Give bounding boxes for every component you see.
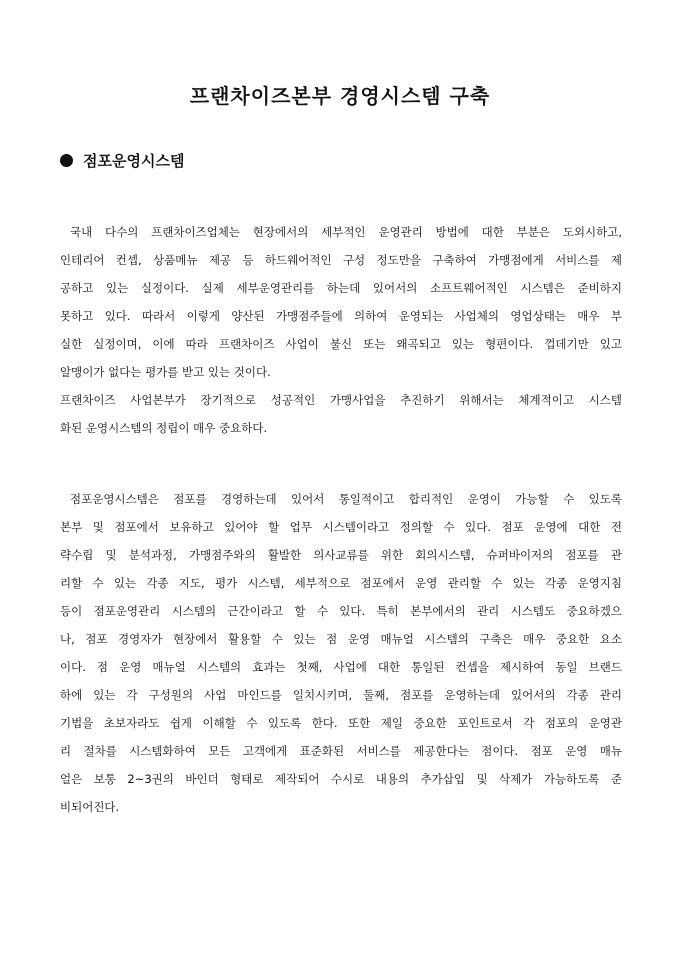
section-heading-text: 점포운영시스템 xyxy=(83,152,185,170)
paragraph-line: 알맹이가 없다는 평가를 받고 있는 것이다. xyxy=(60,365,271,379)
paragraph-line: 얼은 보통 2~3권의 바인더 형태로 제작되어 수시로 내용의 추가삽입 및 삭제가 가능하도록 준 xyxy=(60,772,622,786)
paragraph-line: 등이 점포운영관리 시스템의 근간이라고 할 수 있다. 특히 본부에서의 관리 시스템도 중요하겠으 xyxy=(60,604,622,618)
paragraph-line: 인테리어 컨셉, 상품메뉴 제공 등 하드웨어적인 구성 정도만을 구축하여 가맹점에게 서비스를 제 xyxy=(60,253,622,267)
paragraph-line: 이다. 점 운영 매뉴얼 시스템의 효과는 첫째, 사업에 대한 통일된 컨셉을 제시하여 동일 브랜드 xyxy=(60,660,622,674)
paragraph-line: 략수립 및 분석과정, 가맹점주와의 활발한 의사교류를 위한 회의시스템, 슈퍼바이저의 점포를 관 xyxy=(60,548,622,562)
paragraph-line: 리할 수 있는 각종 지도, 평가 시스템, 세부적으로 점포에서 운영 관리할 수 있는 각종 운영지침 xyxy=(60,576,622,590)
paragraph-line: 나, 점포 경영자가 현장에서 활용할 수 있는 점 운영 매뉴얼 시스템의 구축은 매우 중요한 요소 xyxy=(60,632,622,646)
section-heading xyxy=(60,150,184,171)
bullet-icon xyxy=(60,154,73,167)
document-title: 프랜차이즈본부 경영시스템 구축 xyxy=(189,84,491,108)
paragraph-line: 못하고 있다. 따라서 이렇게 양산된 가맹점주들에 의하여 운영되는 사업체의 영업상태는 매우 부 xyxy=(60,309,622,323)
paragraph-1 xyxy=(60,218,622,442)
paragraph-line: 실한 실정이며, 이에 따라 프랜차이즈 사업이 불신 또는 왜곡되고 있는 형편이다. 껍데기만 있고 xyxy=(60,337,622,351)
paragraph-line: 리 절차를 시스템화하여 모든 고객에게 표준화된 서비스를 제공한다는 점이다. 점포 운영 매뉴 xyxy=(60,744,622,758)
paragraph-line: 프랜차이즈 사업본부가 장기적으로 성공적인 가맹사업을 추진하기 위해서는 체계적이고 시스템 xyxy=(60,393,622,407)
paragraph-line: 점포운영시스템은 점포를 경영하는데 있어서 통일적이고 합리적인 운영이 가능할 수 있도록 xyxy=(70,492,622,506)
paragraph-2 xyxy=(60,485,622,821)
paragraph-line: 비되어진다. xyxy=(60,800,120,814)
paragraph-line: 본부 및 점포에서 보유하고 있어야 할 업무 시스템이라고 정의할 수 있다. 점포 운영에 대한 전 xyxy=(60,520,622,534)
paragraph-line: 국내 다수의 프랜차이즈업체는 현장에서의 세부적인 운영관리 방법에 대한 부분은 도외시하고, xyxy=(70,225,622,239)
paragraph-line: 하에 있는 각 구성원의 사업 마인드를 일치시키며, 둘째, 점포를 운영하는데 있어서의 각종 관리 xyxy=(60,688,622,702)
paragraph-line: 기법을 초보자라도 쉽게 이해할 수 있도록 한다. 또한 제일 중요한 포인트로서 각 점포의 운영관 xyxy=(60,716,622,730)
paragraph-line: 공하고 있는 실정이다. 실제 세부운영관리를 하는데 있어서의 소프트웨어적인 시스템은 준비하지 xyxy=(60,281,622,295)
paragraph-line: 화된 운영시스템의 정립이 매우 중요하다. xyxy=(60,421,268,435)
